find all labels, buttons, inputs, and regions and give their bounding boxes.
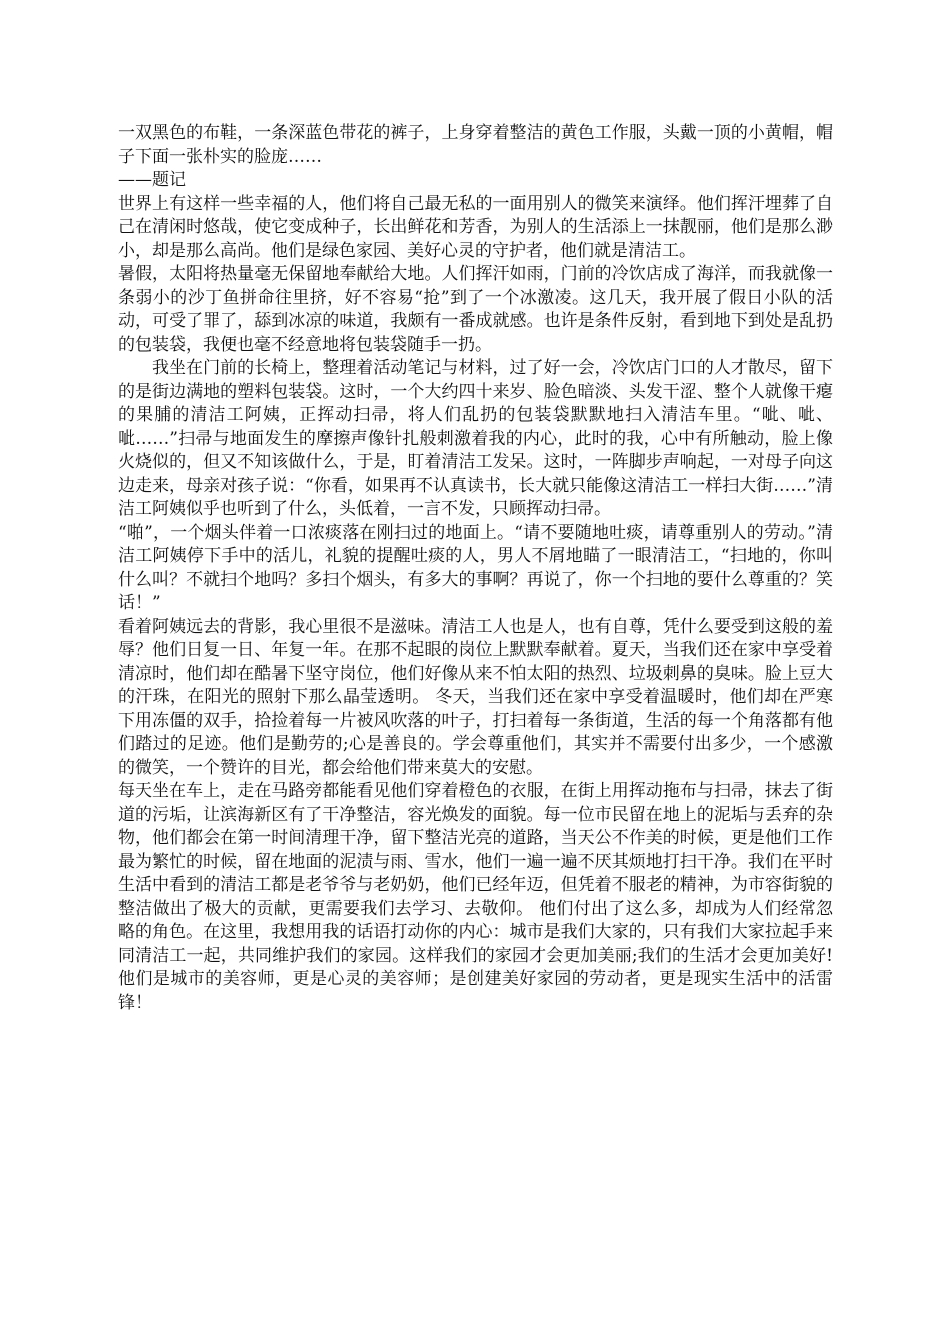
paragraph-epigraph-label: ——题记	[118, 170, 186, 190]
paragraph-bench: 我坐在门前的长椅上，整理着活动笔记与材料，过了好一会，冷饮店门口的人才散尽，留下的是街边满地的塑料包装袋。这时，一个大约四十来岁、脸色暗淡、头发干涩、整个人就像干瘪的果脯的清洁工阿姨，正挥动扫帚，将人们乱扔的包装袋默默地扫入清洁车里。“呲、呲、呲……”扫帚与地面发生的摩擦声像针扎般刺激着我的内心，此时的我，心中有所触动，脸上像火烧似的，但又不知该做什么，于是，盯着清洁工发呆。这时，一阵脚步声响起，一对母子向这边走来，母亲对孩子说：“你看，如果再不认真读书，长大就只能像这清洁工一样扫大街……”清洁工阿姨似乎也听到了什么，头低着，一言不发，只顾挥动扫帚。	[118, 358, 833, 519]
paragraph-spit: “啪”，一个烟头伴着一口浓痰落在刚扫过的地面上。“请不要随地吐痰，请尊重别人的劳动。”清洁工阿姨停下手中的活儿，礼貌的提醒吐痰的人，男人不屑地瞄了一眼清洁工，“扫地的，你叫什么叫？不就扫个地吗？多扫个烟头，有多大的事啊？再说了，你一个扫地的要什么尊重的？笑话！”	[118, 522, 833, 613]
paragraph-summer: 暑假，太阳将热量毫无保留地奉献给大地。人们挥汗如雨，门前的冷饮店成了海洋，而我就像一条弱小的沙丁鱼拼命往里挤，好不容易“抢”到了一个冰激凌。这几天，我开展了假日小队的活动，可受了罪了，舔到冰凉的味道，我颇有一番成就感。也许是条件反射，看到地下到处是乱扔的包装袋，我便也毫不经意地将包装袋随手一扔。	[118, 264, 833, 355]
document-body	[118, 122, 833, 1015]
paragraph-intro: 一双黑色的布鞋，一条深蓝色带花的裤子，上身穿着整洁的黄色工作服，头戴一顶的小黄帽，帽子下面一张朴实的脸庞……	[118, 123, 833, 167]
paragraph-reflection: 看着阿姨远去的背影，我心里很不是滋味。清洁工人也是人，也有自尊，凭什么要受到这般的羞辱？他们日复一日、年复一年。在那不起眼的岗位上默默奉献着。夏天，当我们还在家中享受着清凉时，他们却在酷暑下坚守岗位，他们好像从来不怕太阳的热烈、垃圾刺鼻的臭味。脸上豆大的汗珠，在阳光的照射下那么晶莹透明。 冬天，当我们还在家中享受着温暖时，他们却在严寒下用冻僵的双手，拾捡着每一片被风吹落的叶子，打扫着每一条街道，生活的每一个角落都有他们踏过的足迹。他们是勤劳的;心是善良的。学会尊重他们，其实并不需要付出多少，一个感激的微笑，一个赞许的目光，都会给他们带来莫大的安慰。	[118, 616, 833, 778]
paragraph-opening: 世界上有这样一些幸福的人，他们将自己最无私的一面用别人的微笑来演绎。他们挥汗埋葬了自己在清闲时悠哉，使它变成种子，长出鲜花和芳香，为别人的生活添上一抹靓丽，他们是那么渺小，却是那么高尚。他们是绿色家园、美好心灵的守护者，他们就是清洁工。	[118, 193, 833, 261]
paragraph-conclusion: 每天坐在车上，走在马路旁都能看见他们穿着橙色的衣服，在街上用挥动拖布与扫帚，抹去了街道的污垢，让滨海新区有了干净整洁，容光焕发的面貌。每一位市民留在地上的泥垢与丢弃的杂物，他们都会在第一时间清理干净，留下整洁光亮的道路，当天公不作美的时候，更是他们工作最为繁忙的时候，留在地面的泥渍与雨、雪水，他们一遍一遍不厌其烦地打扫干净。我们在平时生活中看到的清洁工都是老爷爷与老奶奶，他们已经年迈，但凭着不服老的精神，为市容街貌的整洁做出了极大的贡献，更需要我们去学习、去敬仰。 他们付出了这么多，却成为人们经常忽略的角色。在这里，我想用我的话语打动你的内心：城市是我们大家的，只有我们大家拉起手来同清洁工一起，共同维护我们的家园。这样我们的家园才会更加美丽;我们的生活才会更加美好!他们是城市的美容师，更是心灵的美容师；是创建美好家园的劳动者，更是现实生活中的活雷锋！	[118, 781, 833, 1013]
